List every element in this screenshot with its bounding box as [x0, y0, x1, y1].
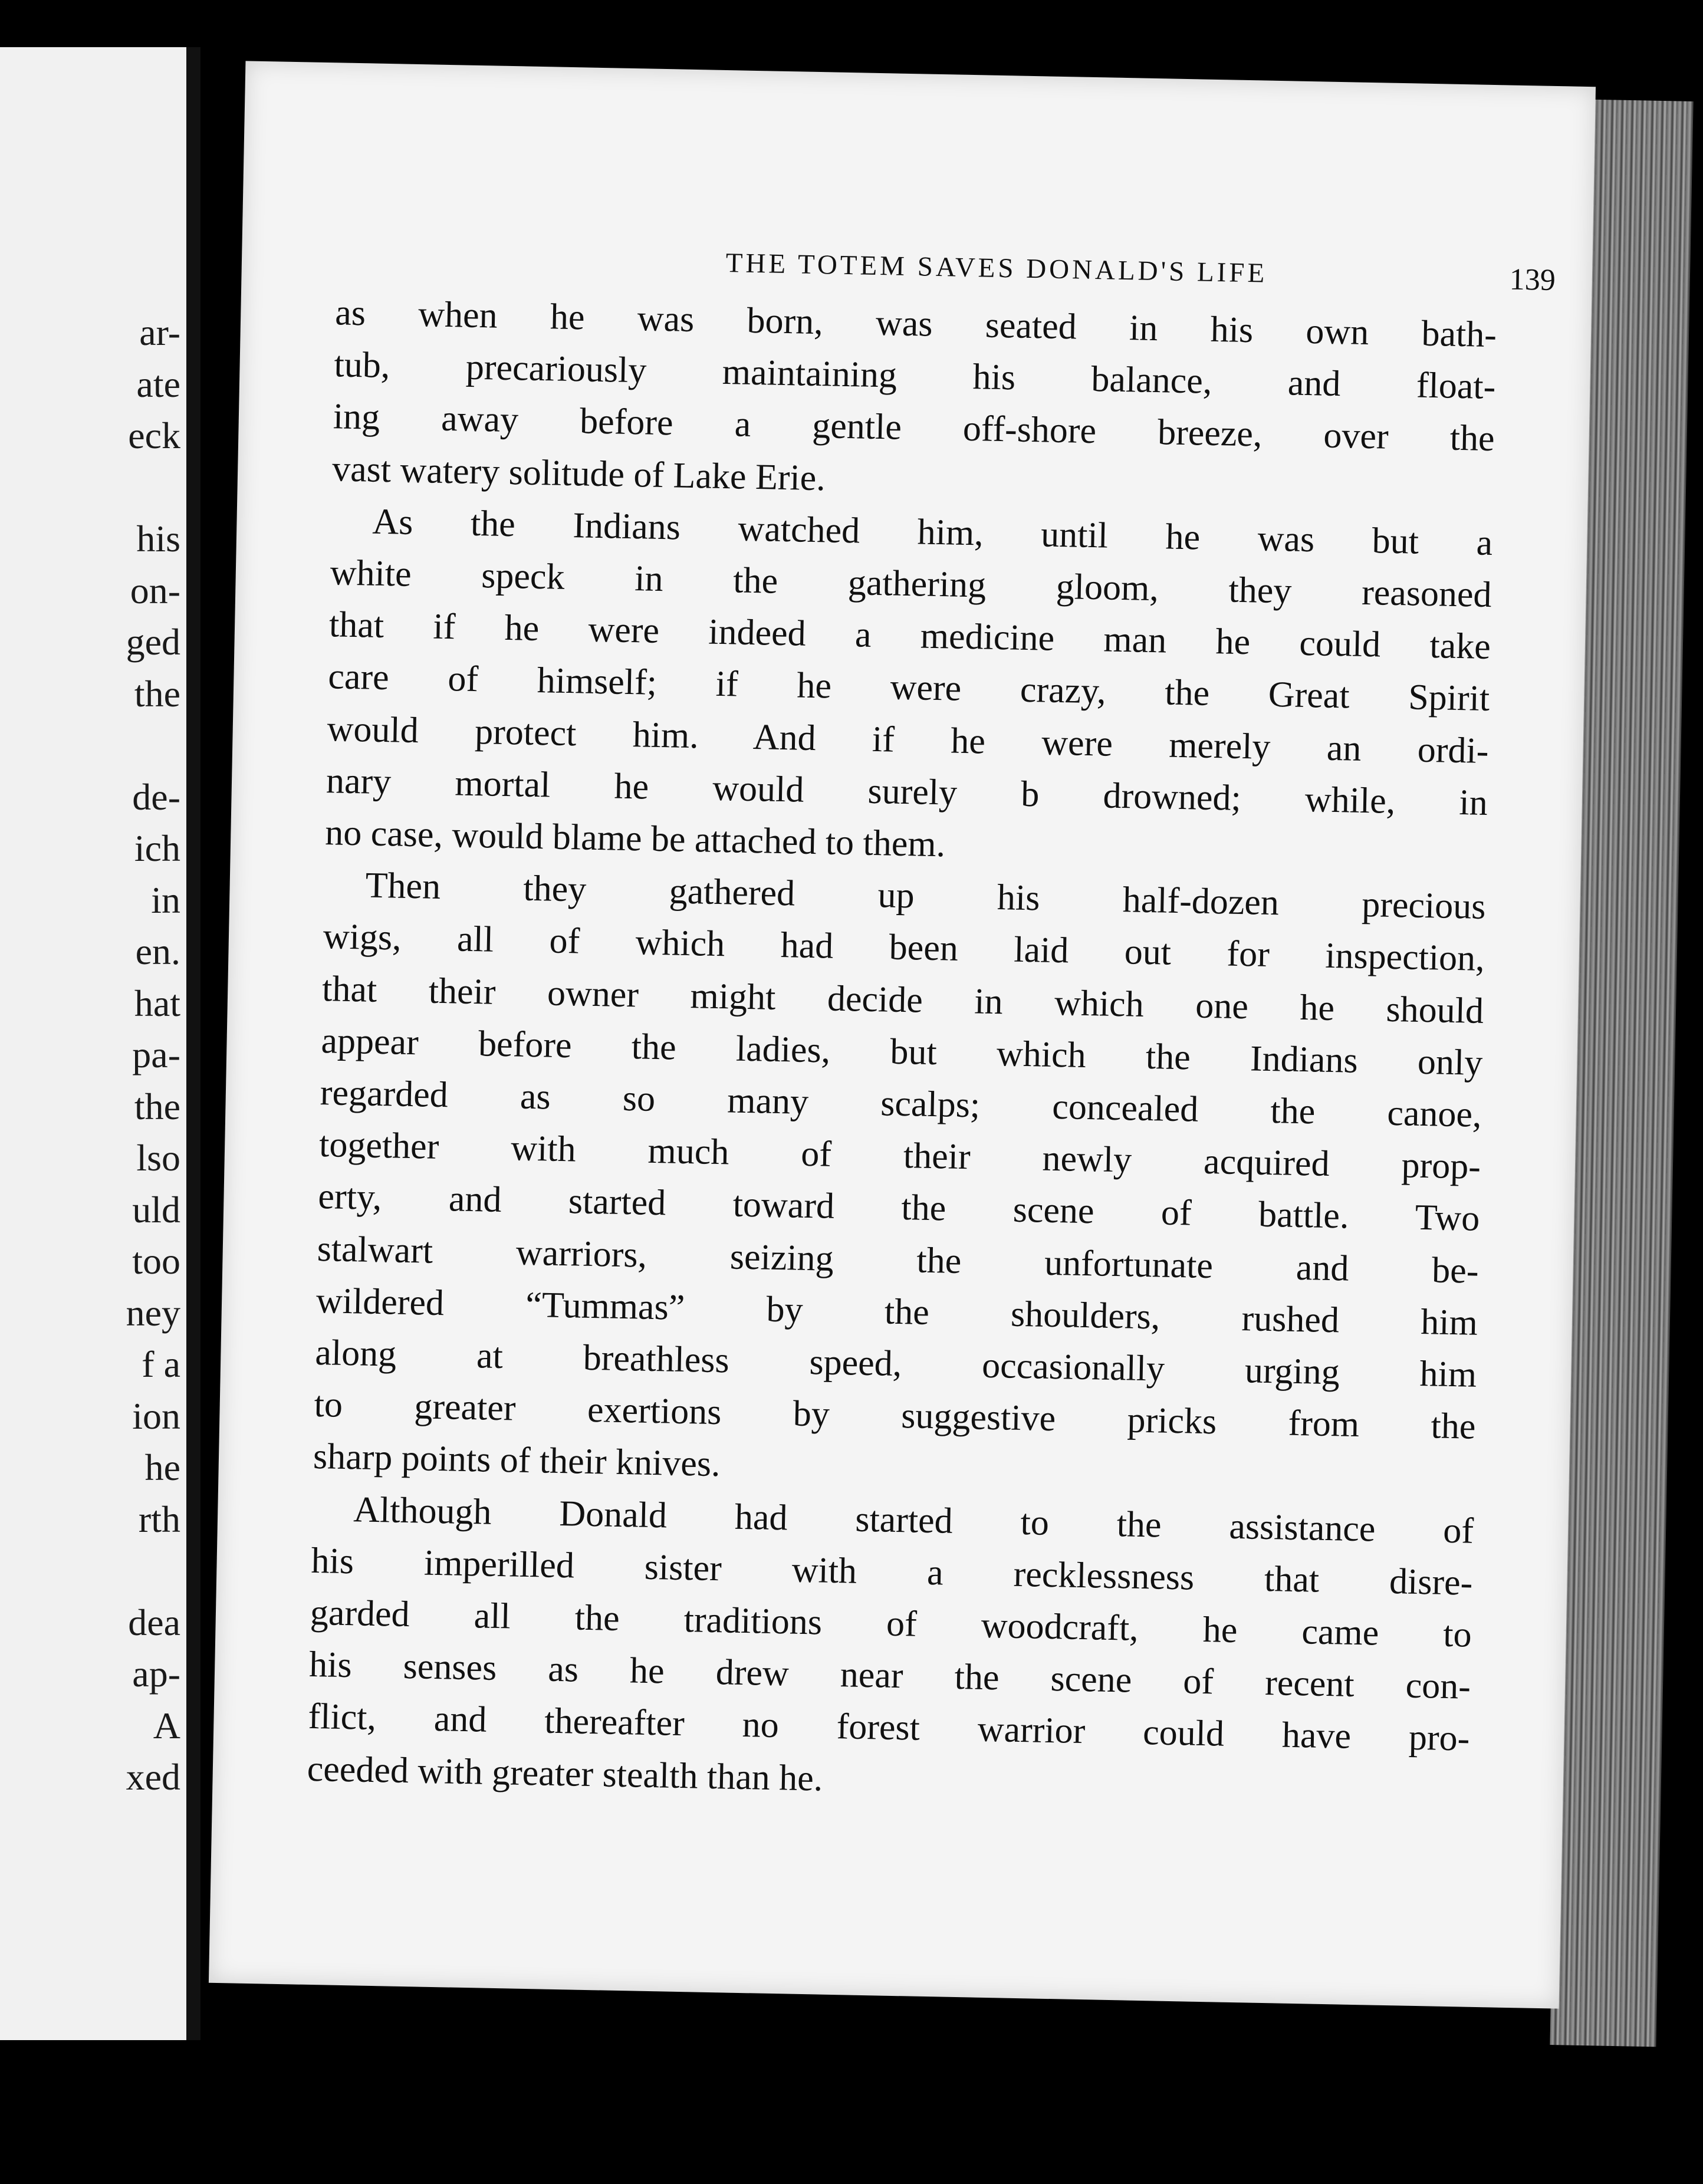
- facing-line: f a: [142, 1343, 180, 1385]
- paragraph-2: [325, 495, 1493, 881]
- text-line: vast watery solitude of Lake Erie.: [331, 448, 826, 498]
- text-line: white speck in the gathering gloom, they reasoned: [330, 552, 1492, 616]
- facing-line: uld: [132, 1188, 180, 1231]
- facing-line: de-: [132, 775, 180, 818]
- text-line: Then they gathered up his half-dozen precious: [365, 865, 1486, 927]
- text-line: tub, precariously maintaining his balance, and float-: [333, 344, 1496, 407]
- text-line: no case, would blame be attached to them.: [324, 813, 946, 865]
- facing-line: he: [144, 1446, 180, 1488]
- facing-line: A: [153, 1704, 180, 1746]
- page-number: 139: [1509, 262, 1556, 298]
- facing-line: his: [136, 518, 180, 560]
- facing-line: eck: [128, 415, 180, 456]
- facing-line: on-: [130, 569, 180, 611]
- text-line: to greater exertions by suggestive pricks from the: [314, 1384, 1477, 1448]
- facing-line: ar-: [139, 311, 180, 353]
- facing-line: ney: [126, 1291, 180, 1334]
- facing-line: hat: [134, 982, 180, 1024]
- facing-line: the: [134, 672, 180, 715]
- text-line: stalwart warriors, seizing the unfortunate and be-: [317, 1228, 1480, 1291]
- text-line: ceeded with greater stealth than he.: [307, 1748, 823, 1799]
- text-line: that if he were indeed a medicine man he could take: [328, 604, 1491, 667]
- text-line: his senses as he drew near the scene of recent con-: [308, 1644, 1471, 1707]
- text-line: along at breathless speed, occasionally urging him: [314, 1333, 1477, 1395]
- facing-line: lso: [136, 1137, 180, 1179]
- facing-line: [0, 1545, 186, 1597]
- text-line: care of himself; if he were crazy, the Great Spirit: [327, 656, 1490, 719]
- paragraph-1: [331, 287, 1497, 517]
- book-page: [209, 61, 1596, 2008]
- text-line: appear before the ladies, but which the Indians only: [320, 1020, 1483, 1083]
- running-head: THE TOTEM SAVES DONALD'S LIFE: [725, 248, 1268, 289]
- facing-line: [0, 719, 186, 771]
- text-line: nary mortal he would surely b drowned; while, in: [326, 761, 1488, 823]
- text-line: erty, and started toward the scene of battle. Two: [317, 1176, 1480, 1239]
- text-line: flict, and thereafter no forest warrior could have pro-: [307, 1696, 1470, 1759]
- text-line: ing away before a gentle off-shore breeze, over the: [333, 396, 1495, 459]
- text-line: as when he was born, was seated in his own bath-: [334, 292, 1497, 356]
- facing-page-text: [0, 307, 186, 1803]
- facing-line: pa-: [132, 1034, 180, 1075]
- text-line: regarded as so many scalps; concealed the canoe,: [320, 1073, 1482, 1135]
- text-line: wigs, all of which had been laid out for inspection,: [323, 916, 1485, 979]
- facing-line: ion: [132, 1394, 180, 1437]
- facing-line: too: [132, 1240, 180, 1282]
- facing-line: dea: [128, 1601, 180, 1643]
- text-line: would protect him. And if he were merely an ordi-: [327, 708, 1490, 771]
- facing-line: the: [134, 1085, 180, 1127]
- facing-page-left: [0, 47, 200, 2040]
- facing-line: in: [151, 879, 180, 921]
- paragraph-4: [307, 1483, 1474, 1817]
- facing-line: ate: [136, 363, 180, 405]
- facing-line: rth: [138, 1498, 180, 1540]
- text-line: Although Donald had started to the assistance of: [353, 1489, 1474, 1551]
- text-line: garded all the traditions of woodcraft, he came to: [310, 1592, 1472, 1655]
- text-line: that their owner might decide in which one he should: [321, 968, 1484, 1031]
- text-line: his imperilled sister with a recklessness that disre-: [311, 1540, 1473, 1603]
- text-line: together with much of their newly acquired prop-: [318, 1124, 1481, 1188]
- text-line: sharp points of their knives.: [313, 1436, 721, 1485]
- body-text: [307, 287, 1497, 1817]
- text-line: As the Indians watched him, until he was but a: [371, 501, 1493, 563]
- facing-line: [0, 462, 186, 514]
- text-line: wildered “Tummas” by the shoulders, rushed him: [315, 1280, 1478, 1343]
- facing-line: ged: [126, 621, 180, 663]
- facing-line: ich: [134, 827, 180, 869]
- facing-line: ap-: [132, 1653, 180, 1695]
- facing-line: en.: [135, 930, 180, 972]
- paragraph-3: [313, 859, 1486, 1505]
- facing-line: xed: [126, 1756, 180, 1798]
